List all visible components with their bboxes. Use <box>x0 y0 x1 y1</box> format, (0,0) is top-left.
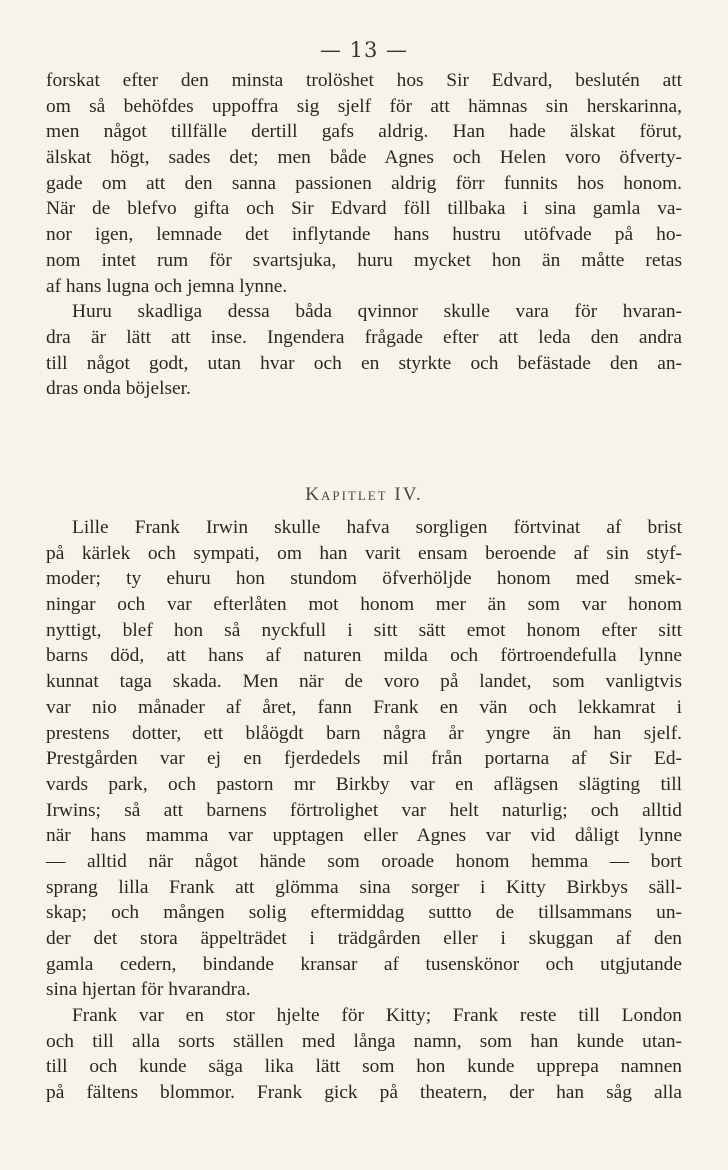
text-line: kunnat taga skada. Men när de voro på landet, som vanligtvis <box>46 671 682 693</box>
page-number: — 13 — <box>319 38 409 62</box>
text-block-top <box>46 68 682 402</box>
text-line: gamla cedern, bindande kransar af tusenskönor och utgjutande <box>46 953 682 975</box>
text-line: dras onda böjelser. <box>46 378 191 400</box>
text-line: var nio månader af året, fann Frank en vän och lekkamrat i <box>46 696 682 718</box>
text-line: moder; ty ehuru hon stundom öfverhöljde honom med smek- <box>46 568 682 590</box>
text-line: älskat högt, sades det; men både Agnes och Helen voro öfverty- <box>46 147 682 169</box>
text-line: — alltid när något hände som oroade honom hemma — bort <box>46 850 682 872</box>
text-line: när hans mamma var upptagen eller Agnes var vid dåligt lynne <box>46 825 682 847</box>
text-line: Huru skadliga dessa båda qvinnor skulle vara för hvaran- <box>72 301 682 323</box>
text-line: nor igen, lemnade det inflytande hans hustru utöfvade på ho- <box>46 224 682 246</box>
text-line: sina hjertan för hvarandra. <box>46 979 251 1001</box>
text-line: om så behöfdes uppoffra sig sjelf för att hämnas sin herskarinna, <box>46 95 682 117</box>
text-line: Irwins; så att barnens förtrolighet var helt naturlig; och alltid <box>46 799 682 821</box>
text-line: Lille Frank Irwin skulle hafva sorgligen förtvinat af brist <box>72 517 682 538</box>
text-line: ningar och var efterlåten mot honom mer än som var honom <box>46 594 682 616</box>
text-line: vards park, och pastorn mr Birkby var en aflägsen slägting till <box>46 773 682 795</box>
text-line: prestens dotter, ett blåögdt barn några år yngre än han sjelf. <box>46 722 682 744</box>
text-line: barns död, att hans af naturen milda och förtroendefulla lynne <box>46 645 682 667</box>
text-line: der det stora äppelträdet i trädgården eller i skuggan af den <box>46 928 682 949</box>
text-line: till och kunde säga lika lätt som hon kunde upprepa namnen <box>46 1056 682 1078</box>
text-line: af hans lugna och jemna lynne. <box>46 275 288 297</box>
text-line: Prestgården var ej en fjerdedels mil från portarna af Sir Ed- <box>46 748 682 770</box>
text-line: till något godt, utan hvar och en styrkte och befästade den an- <box>46 352 682 374</box>
text-line: nyttigt, blef hon så nyckfull i sitt sätt emot honom efter sitt <box>46 619 682 641</box>
text-line: Frank var en stor hjelte för Kitty; Frank reste till London <box>72 1005 682 1027</box>
text-line: på fältens blommor. Frank gick på theatern, der han såg alla <box>46 1082 682 1104</box>
text-line: gade om att den sanna passionen aldrig förr funnits hos honom. <box>46 172 682 194</box>
text-line: forskat efter den minsta trolöshet hos Sir Edvard, beslutén att <box>46 70 682 91</box>
text-line: dra är lätt att inse. Ingendera frågade efter att leda den andra <box>46 326 682 348</box>
text-line: på kärlek och sympati, om han varit ensam beroende af sin styf- <box>46 542 682 564</box>
text-line: men något tillfälle dertill gafs aldrig. Han hade älskat förut, <box>46 121 682 143</box>
text-line: sprang lilla Frank att glömma sina sorger i Kitty Birkbys säll- <box>46 876 682 898</box>
text-block-chapter-body <box>46 515 682 1106</box>
text-line: skap; och mången solig eftermiddag suttto de tillsammans un- <box>46 902 682 924</box>
text-line: När de blefvo gifta och Sir Edvard föll tillbaka i sina gamla va- <box>46 198 682 220</box>
text-line: och till alla sorts ställen med långa namn, som han kunde utan- <box>46 1030 682 1052</box>
chapter-heading: Kapitlet IV. <box>305 484 423 505</box>
text-line: nom intet rum för svartsjuka, huru mycket hon än måtte retas <box>46 249 682 271</box>
